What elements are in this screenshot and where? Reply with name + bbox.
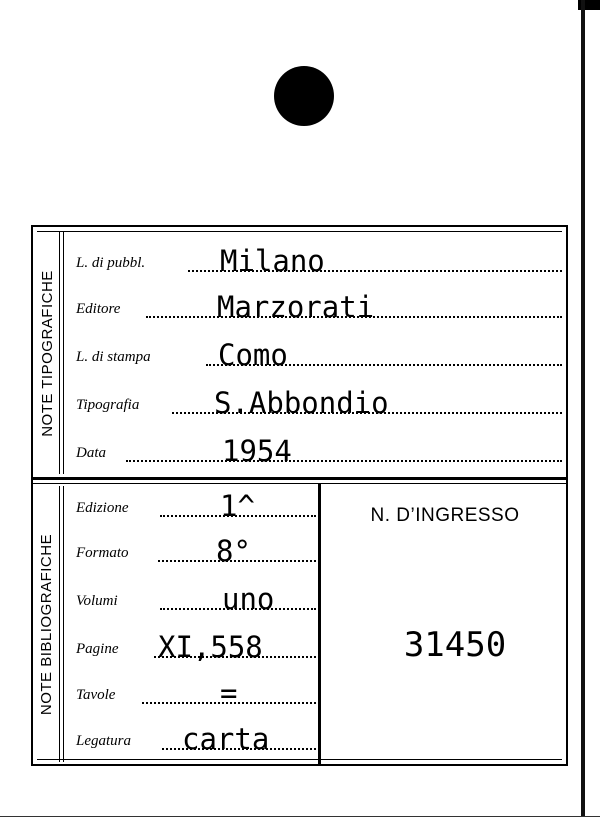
field-value: carta [182,722,270,756]
field-label: Legatura [76,733,132,749]
field-value: 1954 [222,434,292,468]
field-label: Tavole [76,687,116,703]
field-row-data [76,428,562,468]
ingresso-title: N. D’INGRESSO [370,505,520,526]
field-value: 8° [216,534,251,568]
field-value: = [220,676,238,710]
field-label: Pagine [76,641,119,657]
field-row-pagine [76,624,316,664]
field-label: Volumi [76,593,118,609]
field-row-volumi [76,576,316,616]
field-label: Edizione [76,500,129,516]
field-label: Data [76,445,106,461]
card-edge-right [581,0,585,823]
field-value: Marzorati [217,290,375,324]
field-row-formato [76,528,316,568]
field-row-tavole [76,670,316,710]
section-title-note-tipografiche: NOTE TIPOGRAFICHE [38,269,56,437]
ingresso-number: 31450 [403,625,507,665]
field-value: S.Abbondio [214,386,389,420]
section-title-note-bibliografiche: NOTE BIBLIOGRAFICHE [38,533,56,715]
punch-hole [274,66,334,126]
field-value: uno [222,582,275,616]
field-row-legatura [76,716,316,756]
field-row-editore [76,284,562,324]
field-row-edizione [76,483,316,523]
field-label: L. di pubbl. [76,255,146,271]
typo-side-line [59,232,60,474]
dotted-leader [126,460,562,462]
field-label: L. di stampa [76,349,151,365]
field-label: Tipografia [76,397,140,413]
field-value: Como [218,338,288,372]
field-value: Milano [220,244,325,278]
field-row-tipografia [76,380,562,420]
field-label: Formato [76,545,129,561]
biblio-side-line-inner [63,486,64,762]
column-divider [318,483,321,764]
field-value: XI,558 [158,630,263,664]
biblio-side-line [59,486,60,762]
field-row-luogo-stampa [76,332,562,372]
section-divider [33,477,566,480]
field-value: 1^ [220,489,255,523]
field-label: Editore [76,301,121,317]
field-row-luogo-pubblicazione [76,238,562,278]
typo-side-line-inner [63,232,64,474]
